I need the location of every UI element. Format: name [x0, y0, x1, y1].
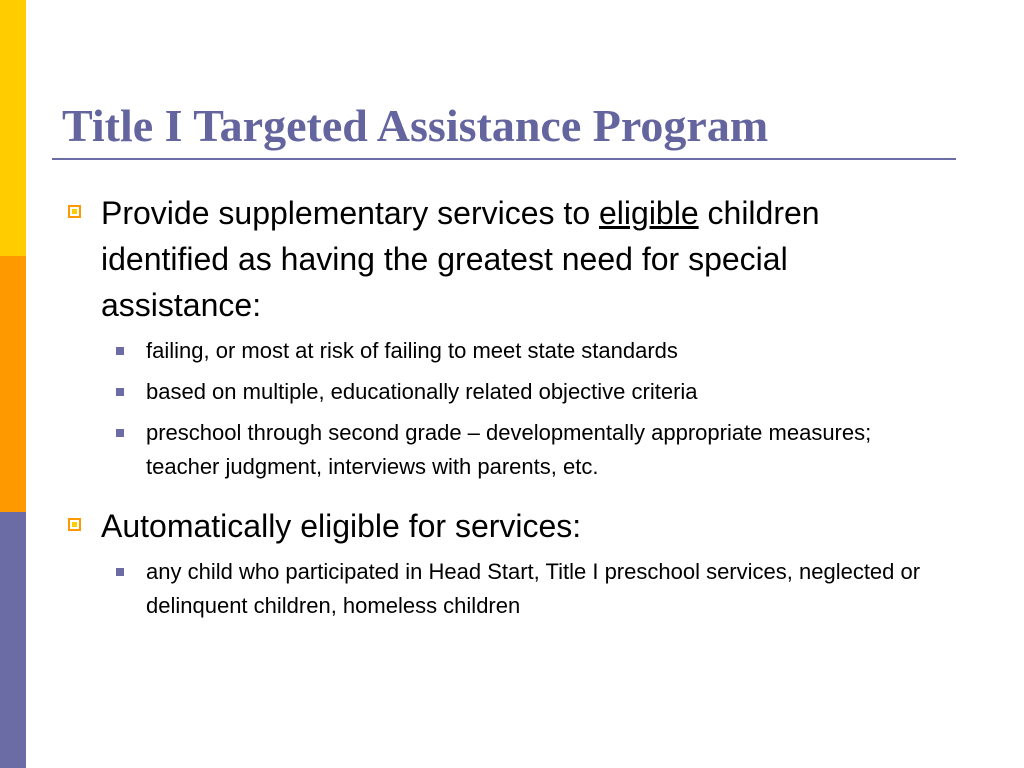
bullet-automatically-eligible: [64, 503, 941, 549]
sub-bullet-list: [64, 555, 964, 623]
sub-bullet-item: [64, 555, 946, 623]
decorative-bar-yellow: [0, 0, 26, 256]
bullet-provide-services: [64, 190, 941, 328]
title-divider: [52, 158, 956, 160]
sub-bullet-item: [64, 334, 946, 368]
bullet-text-underlined: eligible: [599, 195, 699, 231]
square-bullet-icon: [68, 205, 81, 218]
decorative-bar-purple: [0, 512, 26, 768]
sub-bullet-list: [64, 334, 964, 484]
bullet-text-start: Provide supplementary services to: [101, 195, 599, 231]
slide-content: [64, 190, 964, 623]
bullet-text: Automatically eligible for services:: [101, 508, 582, 544]
small-square-bullet-icon: [116, 347, 124, 355]
sub-bullet-text: any child who participated in Head Start, Title I preschool services, neglected or delinquent children, homeless children: [146, 559, 921, 618]
sub-bullet-text: preschool through second grade – developmentally appropriate measures; teacher judgment, interviews with parents, etc.: [146, 420, 872, 479]
sub-bullet-text: failing, or most at risk of failing to meet state standards: [146, 338, 678, 363]
bullet-text-end: children identified as having the greatest need for special assistance:: [101, 195, 820, 323]
sub-bullet-text: based on multiple, educationally related objective criteria: [146, 379, 698, 404]
small-square-bullet-icon: [116, 429, 124, 437]
sub-bullet-item: [64, 416, 946, 484]
sub-bullet-item: [64, 375, 946, 409]
small-square-bullet-icon: [116, 568, 124, 576]
decorative-bar-orange: [0, 256, 26, 512]
square-bullet-icon: [68, 518, 81, 531]
small-square-bullet-icon: [116, 388, 124, 396]
slide-title: Title I Targeted Assistance Program: [62, 100, 769, 151]
